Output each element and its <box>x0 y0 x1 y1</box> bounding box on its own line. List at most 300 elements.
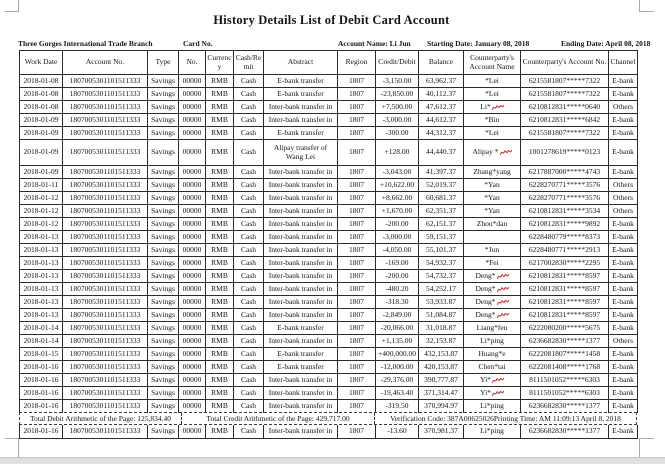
table-header-row <box>20 51 638 75</box>
cell-abstract-text: Inter-bank transfer in <box>268 192 333 202</box>
cell-account-no-text: 1807005301101511333 <box>69 322 141 332</box>
cell-region-text: 1807 <box>349 335 364 345</box>
cell-account-no-text: 1807005301101511333 <box>69 257 141 267</box>
cell-account-no-text: 1807005301101511333 <box>69 101 141 111</box>
table-row <box>20 75 638 88</box>
cell-cp-no <box>521 296 609 309</box>
cell-region <box>338 374 376 387</box>
cell-cp-name <box>464 309 521 322</box>
cell-region <box>338 322 376 335</box>
cell-balance-text: 32,153.87 <box>426 335 456 345</box>
cell-cp-name <box>464 348 521 361</box>
red-scribble-icon <box>492 103 504 112</box>
cell-currency <box>206 322 234 335</box>
cell-cp-no-text: 6236682830*****1377 <box>528 335 601 345</box>
cell-currency <box>206 425 234 438</box>
cell-cash-remit <box>234 348 264 361</box>
cell-account-no <box>63 270 148 283</box>
cell-cash-remit <box>234 374 264 387</box>
cell-type-text: Savings <box>151 218 175 228</box>
cell-work-date <box>20 166 63 179</box>
cell-credit-debit-text: -169.00 <box>385 257 409 267</box>
cell-no-text: 00000 <box>182 335 202 345</box>
page-corner-mark <box>639 0 654 12</box>
cell-cash-remit <box>234 257 264 270</box>
cell-cp-name <box>464 101 521 114</box>
cell-no <box>179 88 206 101</box>
cell-currency <box>206 192 234 205</box>
cell-region-text: 1807 <box>349 75 364 85</box>
cell-channel <box>609 192 638 205</box>
cell-cp-no <box>521 335 609 348</box>
cell-channel <box>609 335 638 348</box>
cell-abstract <box>264 205 338 218</box>
cell-region-text: 1807 <box>349 205 364 215</box>
cell-no-text: 00000 <box>182 75 202 85</box>
cell-cp-no <box>521 309 609 322</box>
cell-cash-remit <box>234 335 264 348</box>
cell-type-text: Savings <box>151 348 175 358</box>
col-header-no: No. <box>179 51 206 75</box>
cell-balance <box>419 192 464 205</box>
cell-abstract-text: E-bank transfer <box>277 322 324 332</box>
cell-no <box>179 101 206 114</box>
cell-abstract <box>264 244 338 257</box>
cell-type-text: Savings <box>151 114 175 124</box>
cell-account-no-text: 1807005301101511333 <box>69 218 141 228</box>
cell-work-date <box>20 231 63 244</box>
cell-cash-remit-text: Cash <box>241 166 256 176</box>
cell-cp-name <box>464 192 521 205</box>
table-row <box>20 244 638 257</box>
cell-cp-no <box>521 101 609 114</box>
cell-cp-no <box>521 114 609 127</box>
cell-channel <box>609 101 638 114</box>
cell-cp-name-text: Zhou*dan <box>476 218 508 228</box>
cell-balance-text: 62,351.37 <box>426 205 456 215</box>
cell-channel <box>609 114 638 127</box>
cell-cp-no <box>521 88 609 101</box>
cell-channel <box>609 166 638 179</box>
cell-type-text: Savings <box>151 179 175 189</box>
red-scribble-icon <box>497 298 509 307</box>
cell-account-no-text: 1807005301101511333 <box>69 387 141 397</box>
cell-region-text: 1807 <box>349 401 364 410</box>
cell-balance <box>419 88 464 101</box>
cell-cp-name-text: Deng* <box>475 283 496 293</box>
cell-currency-text: RMB <box>211 166 228 176</box>
cell-balance <box>419 400 464 413</box>
cell-balance <box>419 218 464 231</box>
cell-work-date <box>20 88 63 101</box>
cell-region <box>338 114 376 127</box>
cell-no <box>179 114 206 127</box>
cell-balance <box>419 257 464 270</box>
cell-work-date-text: 2018-01-12 <box>23 205 59 215</box>
cell-credit-debit <box>376 270 419 283</box>
cell-cp-no-text: 6236682830*****1377 <box>528 401 601 410</box>
cell-cash-remit <box>234 283 264 296</box>
cell-cp-name-text: Li*ping <box>480 335 504 345</box>
cell-account-no-text: 1807005301101511333 <box>69 374 141 384</box>
cell-credit-debit-text: +400,000.00 <box>378 348 416 358</box>
cell-cp-no-text: 6236682830*****1377 <box>528 426 601 435</box>
cell-currency-text: RMB <box>211 192 228 202</box>
cell-account-no <box>63 387 148 400</box>
cell-no-text: 00000 <box>182 231 202 241</box>
cell-currency <box>206 75 234 88</box>
cell-credit-debit-text: -318.30 <box>385 296 409 306</box>
cell-credit-debit-text: -13.60 <box>387 426 407 435</box>
cell-type <box>148 270 179 283</box>
cell-balance-text: 44,312.37 <box>426 127 456 137</box>
cell-region <box>338 244 376 257</box>
cell-currency <box>206 296 234 309</box>
cell-cp-no <box>521 75 609 88</box>
cell-cp-name-text: Deng* <box>475 296 496 306</box>
cell-type-text: Savings <box>151 335 175 345</box>
cell-cp-name <box>464 361 521 374</box>
verification-code: Verification Code: 387A00625026 <box>390 413 494 423</box>
cell-credit-debit <box>376 75 419 88</box>
cell-balance <box>419 75 464 88</box>
cell-region <box>338 140 376 166</box>
cell-currency-text: RMB <box>211 127 228 137</box>
cell-cash-remit-text: Cash <box>241 75 256 85</box>
cell-credit-debit-text: -2,849.00 <box>382 309 412 319</box>
cell-cash-remit <box>234 361 264 374</box>
cell-work-date-text: 2018-01-16 <box>23 426 59 435</box>
cell-currency-text: RMB <box>211 244 228 254</box>
cell-credit-debit-text: -480.20 <box>385 283 409 293</box>
window-bottom-edge <box>0 457 665 464</box>
cell-currency-text: RMB <box>211 179 228 189</box>
cell-account-no-text: 1807005301101511333 <box>69 75 141 85</box>
cell-account-no-text: 1807005301101511333 <box>69 335 141 345</box>
cell-abstract-text: Inter-bank transfer in <box>268 296 333 306</box>
cell-cp-name <box>464 140 521 166</box>
cell-balance <box>419 425 464 438</box>
cell-cp-no-text: 6210812831*****8597 <box>528 283 601 293</box>
cell-cash-remit <box>234 231 264 244</box>
account-name: Account Name: Li Jun <box>338 39 411 48</box>
cell-balance-text: 51,084.87 <box>426 309 456 319</box>
cell-type <box>148 205 179 218</box>
col-header-credit-debit: Credit/Debit <box>376 51 419 75</box>
cell-abstract-text: Alipay transfer of Wang Lei <box>273 143 328 161</box>
cell-type-text: Savings <box>151 296 175 306</box>
cell-type-text: Savings <box>151 127 175 137</box>
cell-currency <box>206 400 234 413</box>
cell-channel-text: E-bank <box>612 218 634 228</box>
cell-abstract-text: E-bank transfer <box>277 75 324 85</box>
cell-type <box>148 179 179 192</box>
table-row <box>20 205 638 218</box>
cell-type <box>148 257 179 270</box>
cell-work-date <box>20 425 63 438</box>
cell-cp-name-text: *Yan <box>484 192 500 202</box>
cell-region <box>338 231 376 244</box>
cell-type-text: Savings <box>151 88 175 98</box>
cell-region-text: 1807 <box>349 309 364 319</box>
printing-time: Printing Time: AM 11:09:13 April 8, 2018 <box>493 413 621 423</box>
cell-work-date <box>20 335 63 348</box>
cell-cash-remit-text: Cash <box>241 374 256 384</box>
cell-balance-text: 54,932.37 <box>426 257 456 267</box>
table-row <box>20 348 638 361</box>
cell-cp-name <box>464 244 521 257</box>
cell-cash-remit-text: Cash <box>241 426 256 435</box>
col-header-cp-account-name: Counterparty's Account Name <box>464 51 521 75</box>
cell-work-date-text: 2018-01-16 <box>23 401 59 410</box>
cell-no <box>179 75 206 88</box>
cell-credit-debit <box>376 425 419 438</box>
cell-cash-remit <box>234 114 264 127</box>
cell-currency <box>206 283 234 296</box>
cell-channel-text: Others <box>613 335 633 345</box>
cell-balance <box>419 140 464 166</box>
cell-no-text: 00000 <box>182 101 202 111</box>
cell-cp-name <box>464 283 521 296</box>
cell-credit-debit-text: -200.00 <box>385 218 409 228</box>
cell-cp-name-text: *Bin <box>484 114 500 124</box>
cell-currency-text: RMB <box>211 257 228 267</box>
cell-cp-name-text: *Lei <box>485 127 499 137</box>
cell-account-no <box>63 374 148 387</box>
cell-work-date <box>20 322 63 335</box>
cell-cp-name-text: *Yan <box>484 205 500 215</box>
cell-account-no <box>63 335 148 348</box>
red-scribble-icon <box>500 148 512 157</box>
cell-credit-debit-text: -20,066.00 <box>380 322 414 332</box>
cell-region <box>338 361 376 374</box>
cell-cp-name <box>464 257 521 270</box>
cell-balance-text: 60,681.37 <box>426 192 456 202</box>
cell-work-date-text: 2018-01-16 <box>23 374 59 384</box>
cell-no-text: 00000 <box>182 361 202 371</box>
cell-type-text: Savings <box>151 309 175 319</box>
cell-cp-no <box>521 231 609 244</box>
cell-account-no-text: 1807005301101511333 <box>69 426 141 435</box>
cell-abstract <box>264 348 338 361</box>
cell-credit-debit-text: -12,000.00 <box>380 361 414 371</box>
red-scribble-icon <box>497 285 509 294</box>
cell-balance <box>419 361 464 374</box>
cell-account-no <box>63 179 148 192</box>
cell-work-date <box>20 361 63 374</box>
cell-currency-text: RMB <box>211 114 228 124</box>
table-row <box>20 101 638 114</box>
cell-no-text: 00000 <box>182 218 202 228</box>
cell-account-no-text: 1807005301101511333 <box>69 348 141 358</box>
card-no-label: Card No. <box>183 39 213 48</box>
cell-type <box>148 166 179 179</box>
cell-cp-name <box>464 166 521 179</box>
cell-cp-name <box>464 322 521 335</box>
cell-abstract <box>264 270 338 283</box>
cell-account-no <box>63 244 148 257</box>
cell-work-date <box>20 387 63 400</box>
cell-channel-text: E-bank <box>612 426 634 435</box>
cell-region-text: 1807 <box>349 114 364 124</box>
cell-balance <box>419 101 464 114</box>
cell-work-date-text: 2018-01-08 <box>23 101 59 111</box>
cell-currency <box>206 257 234 270</box>
cell-cash-remit <box>234 244 264 257</box>
cell-type <box>148 361 179 374</box>
cell-region <box>338 218 376 231</box>
cell-region-text: 1807 <box>349 231 364 241</box>
cell-cp-no-text: 6217887000*****4743 <box>528 166 601 176</box>
cell-no <box>179 244 206 257</box>
cell-type-text: Savings <box>151 205 175 215</box>
cell-no <box>179 192 206 205</box>
cell-currency <box>206 309 234 322</box>
cell-credit-debit <box>376 348 419 361</box>
cell-region-text: 1807 <box>349 296 364 306</box>
cell-abstract-text: Inter-bank transfer in <box>268 401 333 410</box>
cell-channel-text: E-bank <box>612 374 634 384</box>
cell-cp-name-text: Li*ping <box>480 401 504 410</box>
cell-currency-text: RMB <box>211 387 228 397</box>
cell-channel-text: E-bank <box>612 322 634 332</box>
cell-credit-debit <box>376 296 419 309</box>
cell-cash-remit-text: Cash <box>241 179 256 189</box>
cell-no-text: 00000 <box>182 348 202 358</box>
cell-currency <box>206 244 234 257</box>
cell-credit-debit-text: -19,463.40 <box>380 387 414 397</box>
cell-balance-text: 370,994.97 <box>424 401 458 410</box>
cell-region <box>338 387 376 400</box>
cell-type-text: Savings <box>151 244 175 254</box>
cell-credit-debit <box>376 244 419 257</box>
cell-no-text: 00000 <box>182 387 202 397</box>
cell-currency <box>206 101 234 114</box>
table-row <box>20 179 638 192</box>
cell-account-no <box>63 192 148 205</box>
cell-cp-no-text: 6210812831*****6842 <box>528 114 601 124</box>
cell-channel-text: E-bank <box>612 309 634 319</box>
cell-abstract-text: Inter-bank transfer in <box>268 335 333 345</box>
total-credit: Total Credit Arithmetic of the Page: 429,717.00 <box>181 413 374 424</box>
cell-account-no <box>63 140 148 166</box>
cell-region-text: 1807 <box>349 361 364 371</box>
cell-account-no-text: 1807005301101511333 <box>69 127 141 137</box>
cell-abstract <box>264 114 338 127</box>
cell-cp-no <box>521 387 609 400</box>
cell-type-text: Savings <box>151 166 175 176</box>
cell-balance-text: 62,151.37 <box>426 218 456 228</box>
cell-region <box>338 425 376 438</box>
cell-currency-text: RMB <box>211 75 228 85</box>
col-header-cash-remit: Cash/Remit <box>234 51 264 75</box>
cell-cp-no-text: 6210812831*****9892 <box>528 218 601 228</box>
cell-currency-text: RMB <box>211 231 228 241</box>
page-totals-row <box>19 412 637 425</box>
cell-channel-text: E-bank <box>612 387 634 397</box>
cell-region <box>338 75 376 88</box>
cell-type <box>148 348 179 361</box>
cell-credit-debit <box>376 114 419 127</box>
red-scribble-icon <box>497 311 509 320</box>
cell-channel <box>609 270 638 283</box>
cell-abstract-text: Inter-bank transfer in <box>268 205 333 215</box>
cell-cp-no <box>521 244 609 257</box>
cell-no <box>179 166 206 179</box>
cell-balance-text: 54,252.17 <box>426 283 456 293</box>
cell-abstract <box>264 361 338 374</box>
cell-channel <box>609 387 638 400</box>
cell-work-date-text: 2018-01-13 <box>23 257 59 267</box>
cell-cp-name <box>464 127 521 140</box>
cell-currency-text: RMB <box>211 348 228 358</box>
cell-currency-text: RMB <box>211 309 228 319</box>
cell-cash-remit-text: Cash <box>241 218 256 228</box>
cell-channel-text: E-bank <box>612 114 634 124</box>
cell-account-no-text: 1807005301101511333 <box>69 309 141 319</box>
cell-credit-debit-text: -29,376.00 <box>380 374 414 384</box>
cell-channel <box>609 296 638 309</box>
cell-currency <box>206 361 234 374</box>
cell-cp-name <box>464 296 521 309</box>
table-row <box>20 361 638 374</box>
table-row <box>20 127 638 140</box>
cell-channel <box>609 374 638 387</box>
table-row <box>20 231 638 244</box>
cell-currency-text: RMB <box>211 401 228 410</box>
cell-cp-no-text: 1001278619*****0123 <box>528 147 601 157</box>
cell-region-text: 1807 <box>349 179 364 189</box>
cell-abstract-text: Inter-bank transfer in <box>268 309 333 319</box>
cell-credit-debit-text: +1,670.00 <box>381 205 413 215</box>
cell-no-text: 00000 <box>182 296 202 306</box>
table-row <box>20 114 638 127</box>
cell-credit-debit <box>376 361 419 374</box>
cell-cp-name-text: Yi* <box>480 374 491 384</box>
cell-work-date <box>20 179 63 192</box>
cell-channel <box>609 218 638 231</box>
cell-credit-debit <box>376 322 419 335</box>
cell-credit-debit-text: -3,000.00 <box>382 231 412 241</box>
cell-cash-remit <box>234 309 264 322</box>
cell-credit-debit <box>376 101 419 114</box>
cell-currency <box>206 179 234 192</box>
cell-credit-debit <box>376 127 419 140</box>
cell-currency-text: RMB <box>211 426 228 435</box>
cell-work-date <box>20 205 63 218</box>
cell-no-text: 00000 <box>182 374 202 384</box>
cell-abstract <box>264 374 338 387</box>
cell-account-no-text: 1807005301101511333 <box>69 244 141 254</box>
cell-channel-text: E-bank <box>612 361 634 371</box>
cell-cp-name <box>464 88 521 101</box>
cell-cash-remit-text: Cash <box>241 127 256 137</box>
cell-type <box>148 75 179 88</box>
cell-cp-no-text: 6217002830*****2295 <box>528 257 601 267</box>
cell-channel <box>609 244 638 257</box>
cell-credit-debit <box>376 192 419 205</box>
table-row <box>20 425 638 438</box>
cell-cash-remit-text: Cash <box>241 401 256 410</box>
cell-channel <box>609 400 638 413</box>
cell-no-text: 00000 <box>182 257 202 267</box>
cell-type <box>148 322 179 335</box>
cell-balance-text: 47,612.37 <box>426 101 456 111</box>
cell-cp-no <box>521 348 609 361</box>
cell-balance <box>419 114 464 127</box>
cell-credit-debit-text: -3,043.00 <box>382 166 412 176</box>
cell-abstract <box>264 283 338 296</box>
